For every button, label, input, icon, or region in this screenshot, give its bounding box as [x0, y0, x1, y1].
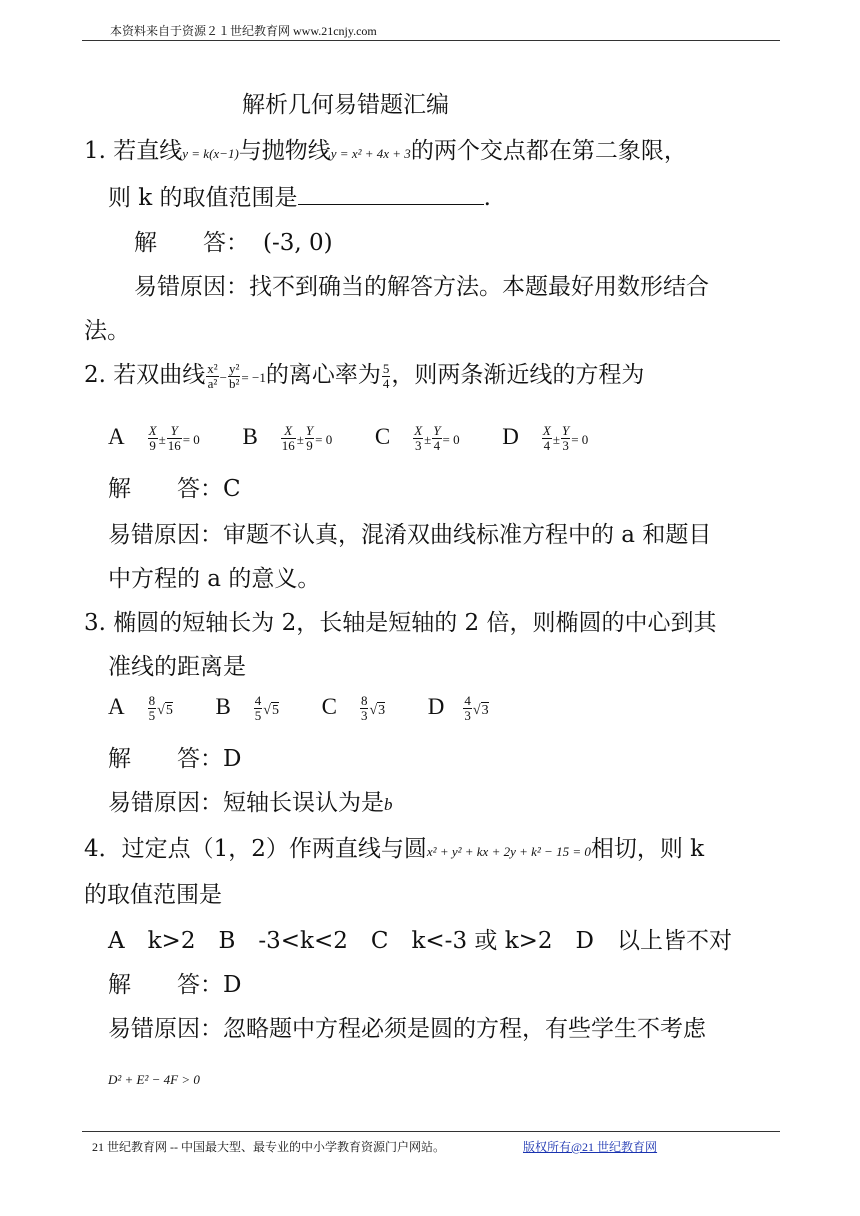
q4-line2: 的取值范围是 [84, 882, 222, 908]
q1-line2 [108, 186, 491, 210]
q1-reason-cont: 法。 [84, 318, 130, 344]
q4-condition: D² + E² − 4F > 0 [108, 1072, 200, 1087]
q3-options [108, 694, 489, 722]
q4-options: A k>2 B -3<k<2 C k<-3 或 k>2 D 以上皆不对 [108, 928, 732, 954]
q3-answer: 解 答：D [108, 746, 242, 772]
q1-line1 [84, 140, 687, 163]
footer-divider [82, 1131, 780, 1132]
q2-options [108, 424, 588, 452]
q1-prefix: 1. 若直线 [84, 138, 183, 164]
header-divider [82, 40, 780, 41]
q2-prefix: 2. 若双曲线 [84, 362, 206, 389]
footer-text: 21 世纪教育网 -- 中国最大型、最专业的中小学教育资源门户网站。 [92, 1140, 445, 1154]
q4-line1 [84, 838, 704, 861]
q2-mid: 的离心率为 [265, 362, 381, 389]
q2-option-b: B $\frac{X}{16}$ ± $\frac{Y}{9}$ = 0 [242, 423, 333, 453]
q2-option-c: C $\frac{X}{3}$ ± $\frac{Y}{4}$ = 0 [374, 423, 460, 453]
q2-line1: 2. 若双曲线 $\frac{\text{x²}}{\text{a²}}$ − $\frac{\text{y²}}{\text{b²}}$ = −1的离心率为 $\frac{5}{4}$ ，则两条渐近线的方程为 [84, 361, 645, 391]
q3-line2: 准线的距离是 [108, 654, 246, 680]
q2-eq-rhs: = −1 [241, 370, 266, 386]
q1-reason: 易错原因：找不到确当的解答方法。本题最好用数形结合 [134, 274, 709, 300]
q2-eccentricity: $\frac{5}{4}$ [382, 361, 390, 391]
q4-suffix: 相切，则 k [590, 836, 705, 862]
q4-eq-circle: x² + y² + kx + 2y + k² − 15 = 0 [426, 844, 591, 859]
q3-option-c: C $\frac{8}{3}$ √3 [321, 693, 386, 723]
q1-answer-value: (-3, 0) [263, 230, 333, 256]
q4-prefix: 4．过定点（1，2）作两直线与圆 [84, 836, 427, 862]
q1-suffix: 的两个交点都在第二象限， [410, 138, 687, 164]
q2-option-a: A $\frac{X}{9}$ ± $\frac{Y}{16}$ = 0 [108, 423, 200, 453]
q3-reason: 易错原因：短轴长误认为是b [108, 790, 393, 816]
page-header: 本资料来自于资源２１世纪教育网 www.21cnjy.com [110, 24, 377, 38]
document-title: 解析几何易错题汇编 [242, 92, 449, 118]
q1-line2-suffix: . [483, 185, 491, 211]
q2-eq-xfrac: $\frac{\text{x²}}{\text{a²}}$ [207, 361, 218, 391]
q2-suffix: ，则两条渐近线的方程为 [391, 362, 645, 389]
q3-line1: 3. 椭圆的短轴长为 2，长轴是短轴的 2 倍，则椭圆的中心到其 [84, 610, 717, 636]
q1-answer-line [134, 232, 333, 255]
q2-reason-cont: 中方程的 a 的意义。 [108, 566, 321, 592]
q3-option-d: D $\frac{4}{3}$ √3 [427, 693, 489, 723]
q1-line2-prefix: 则 k 的取值范围是 [108, 185, 298, 211]
q2-answer: 解 答：C [108, 476, 241, 502]
q3-option-a: A $\frac{8}{5}$ √5 [108, 693, 173, 723]
q2-option-d: D $\frac{X}{4}$ ± $\frac{Y}{3}$ = 0 [502, 423, 589, 453]
q4-reason: 易错原因：忽略题中方程必须是圆的方程，有些学生不考虑 [108, 1016, 706, 1042]
q3-reason-var: b [384, 795, 393, 814]
footer-copyright-link[interactable]: 版权所有@21 世纪教育网 [523, 1140, 658, 1154]
q4-answer: 解 答：D [108, 972, 242, 998]
q1-mid: 与抛物线 [238, 138, 331, 164]
q2-eq-yfrac: $\frac{\text{y²}}{\text{b²}}$ [229, 361, 240, 391]
q3-option-b: B $\frac{4}{5}$ √5 [215, 693, 279, 723]
q1-eq-parabola: y = x² + 4x + 3 [330, 146, 411, 161]
q1-answer-label: 解 答： [134, 230, 249, 256]
q1-answer-blank [298, 186, 484, 205]
q2-reason: 易错原因：审题不认真，混淆双曲线标准方程中的 a 和题目 [108, 522, 712, 548]
q1-eq-line: y = k(x−1) [182, 146, 239, 161]
